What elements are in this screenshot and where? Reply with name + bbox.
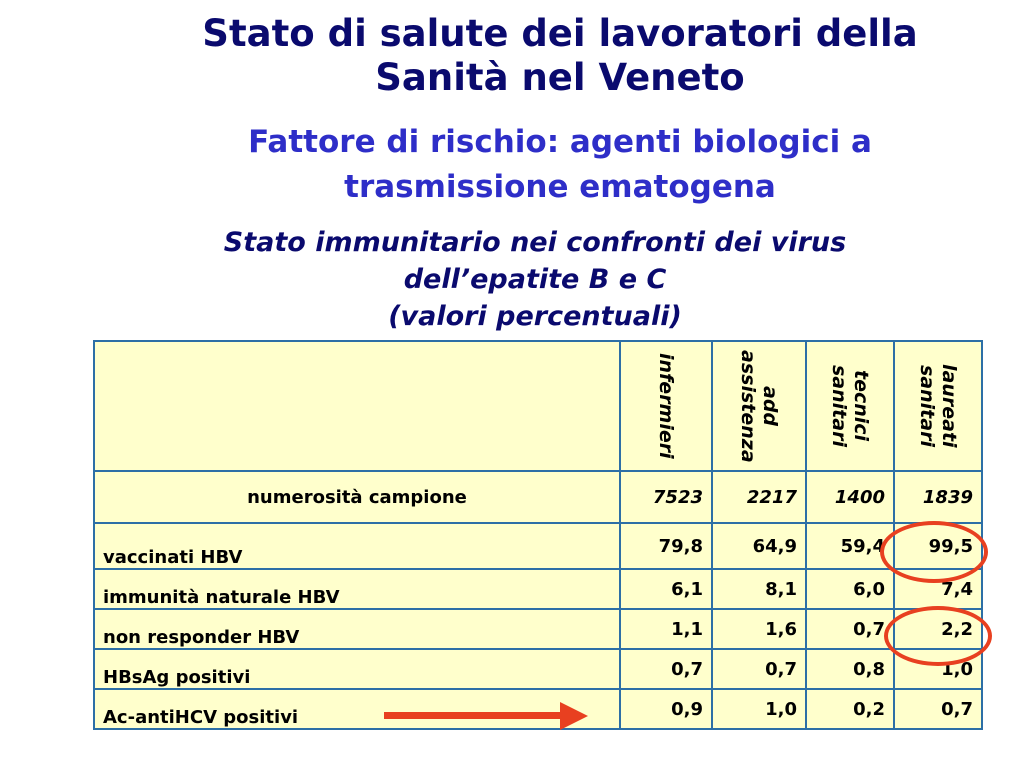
table-cell: 1,6 <box>712 609 806 649</box>
row-label: numerosità campione <box>94 471 620 523</box>
arrow-indicator <box>384 712 564 719</box>
table-cell: 2217 <box>712 471 806 523</box>
immunity-table <box>93 340 983 730</box>
table-row <box>94 569 982 609</box>
row-label: immunità naturale HBV <box>94 569 620 609</box>
row-label: vaccinati HBV <box>94 523 620 569</box>
table-caption <box>100 224 970 335</box>
table-row <box>94 609 982 649</box>
column-header-label: assistenza <box>737 349 759 463</box>
column-header-label: laureati <box>938 364 960 448</box>
column-header-label: sanitari <box>916 365 938 447</box>
caption-line-2: dell’epatite B e C <box>403 264 667 295</box>
column-header-infermieri <box>620 341 712 471</box>
row-label: HBsAg positivi <box>94 649 620 689</box>
table-header-row <box>94 341 982 471</box>
table-cell: 6,1 <box>620 569 712 609</box>
table-cell: 7,4 <box>894 569 982 609</box>
highlight-ring-vaccinati <box>880 521 988 583</box>
caption-line-3: (valori percentuali) <box>388 301 682 332</box>
table-row <box>94 689 982 729</box>
highlight-ring-non-responder <box>884 606 992 666</box>
column-header-label: infermieri <box>655 353 677 459</box>
column-header-laureati-sanitari <box>894 341 982 471</box>
column-header-label: sanitari <box>828 365 850 447</box>
title-line-2: Sanità nel Veneto <box>375 56 745 99</box>
page-subtitle <box>150 120 970 210</box>
column-header-tecnici-sanitari <box>806 341 894 471</box>
table-cell: 99,5 <box>894 523 982 569</box>
table-cell: 6,0 <box>806 569 894 609</box>
table-row <box>94 523 982 569</box>
row-label: Ac-antiHCV positivi <box>94 689 620 729</box>
table-cell: 1,1 <box>620 609 712 649</box>
table-cell: 0,7 <box>712 649 806 689</box>
row-label: non responder HBV <box>94 609 620 649</box>
table-cell: 59,4 <box>806 523 894 569</box>
table-cell: 0,8 <box>806 649 894 689</box>
table-cell: 1,0 <box>712 689 806 729</box>
column-header-add-assistenza <box>712 341 806 471</box>
arrow-head-icon <box>560 702 588 730</box>
table-cell: 0,2 <box>806 689 894 729</box>
column-header-label: tecnici <box>850 370 872 442</box>
table-cell: 1,0 <box>894 649 982 689</box>
title-line-1: Stato di salute dei lavoratori della <box>202 12 918 55</box>
subtitle-line-2: trasmissione ematogena <box>344 169 776 205</box>
table-cell: 0,7 <box>620 649 712 689</box>
table-corner-cell <box>94 341 620 471</box>
table-cell: 0,7 <box>894 689 982 729</box>
subtitle-line-1: Fattore di rischio: agenti biologici a <box>248 124 872 160</box>
caption-line-1: Stato immunitario nei confronti dei virus <box>223 227 847 258</box>
column-header-label: add <box>759 385 781 427</box>
page-title <box>150 12 970 100</box>
table-cell: 0,7 <box>806 609 894 649</box>
table-cell: 64,9 <box>712 523 806 569</box>
table-cell: 2,2 <box>894 609 982 649</box>
table-cell: 8,1 <box>712 569 806 609</box>
table-cell: 1839 <box>894 471 982 523</box>
table-cell: 0,9 <box>620 689 712 729</box>
sample-size-row <box>94 471 982 523</box>
table-cell: 7523 <box>620 471 712 523</box>
table-cell: 79,8 <box>620 523 712 569</box>
table-cell: 1400 <box>806 471 894 523</box>
table-row <box>94 649 982 689</box>
